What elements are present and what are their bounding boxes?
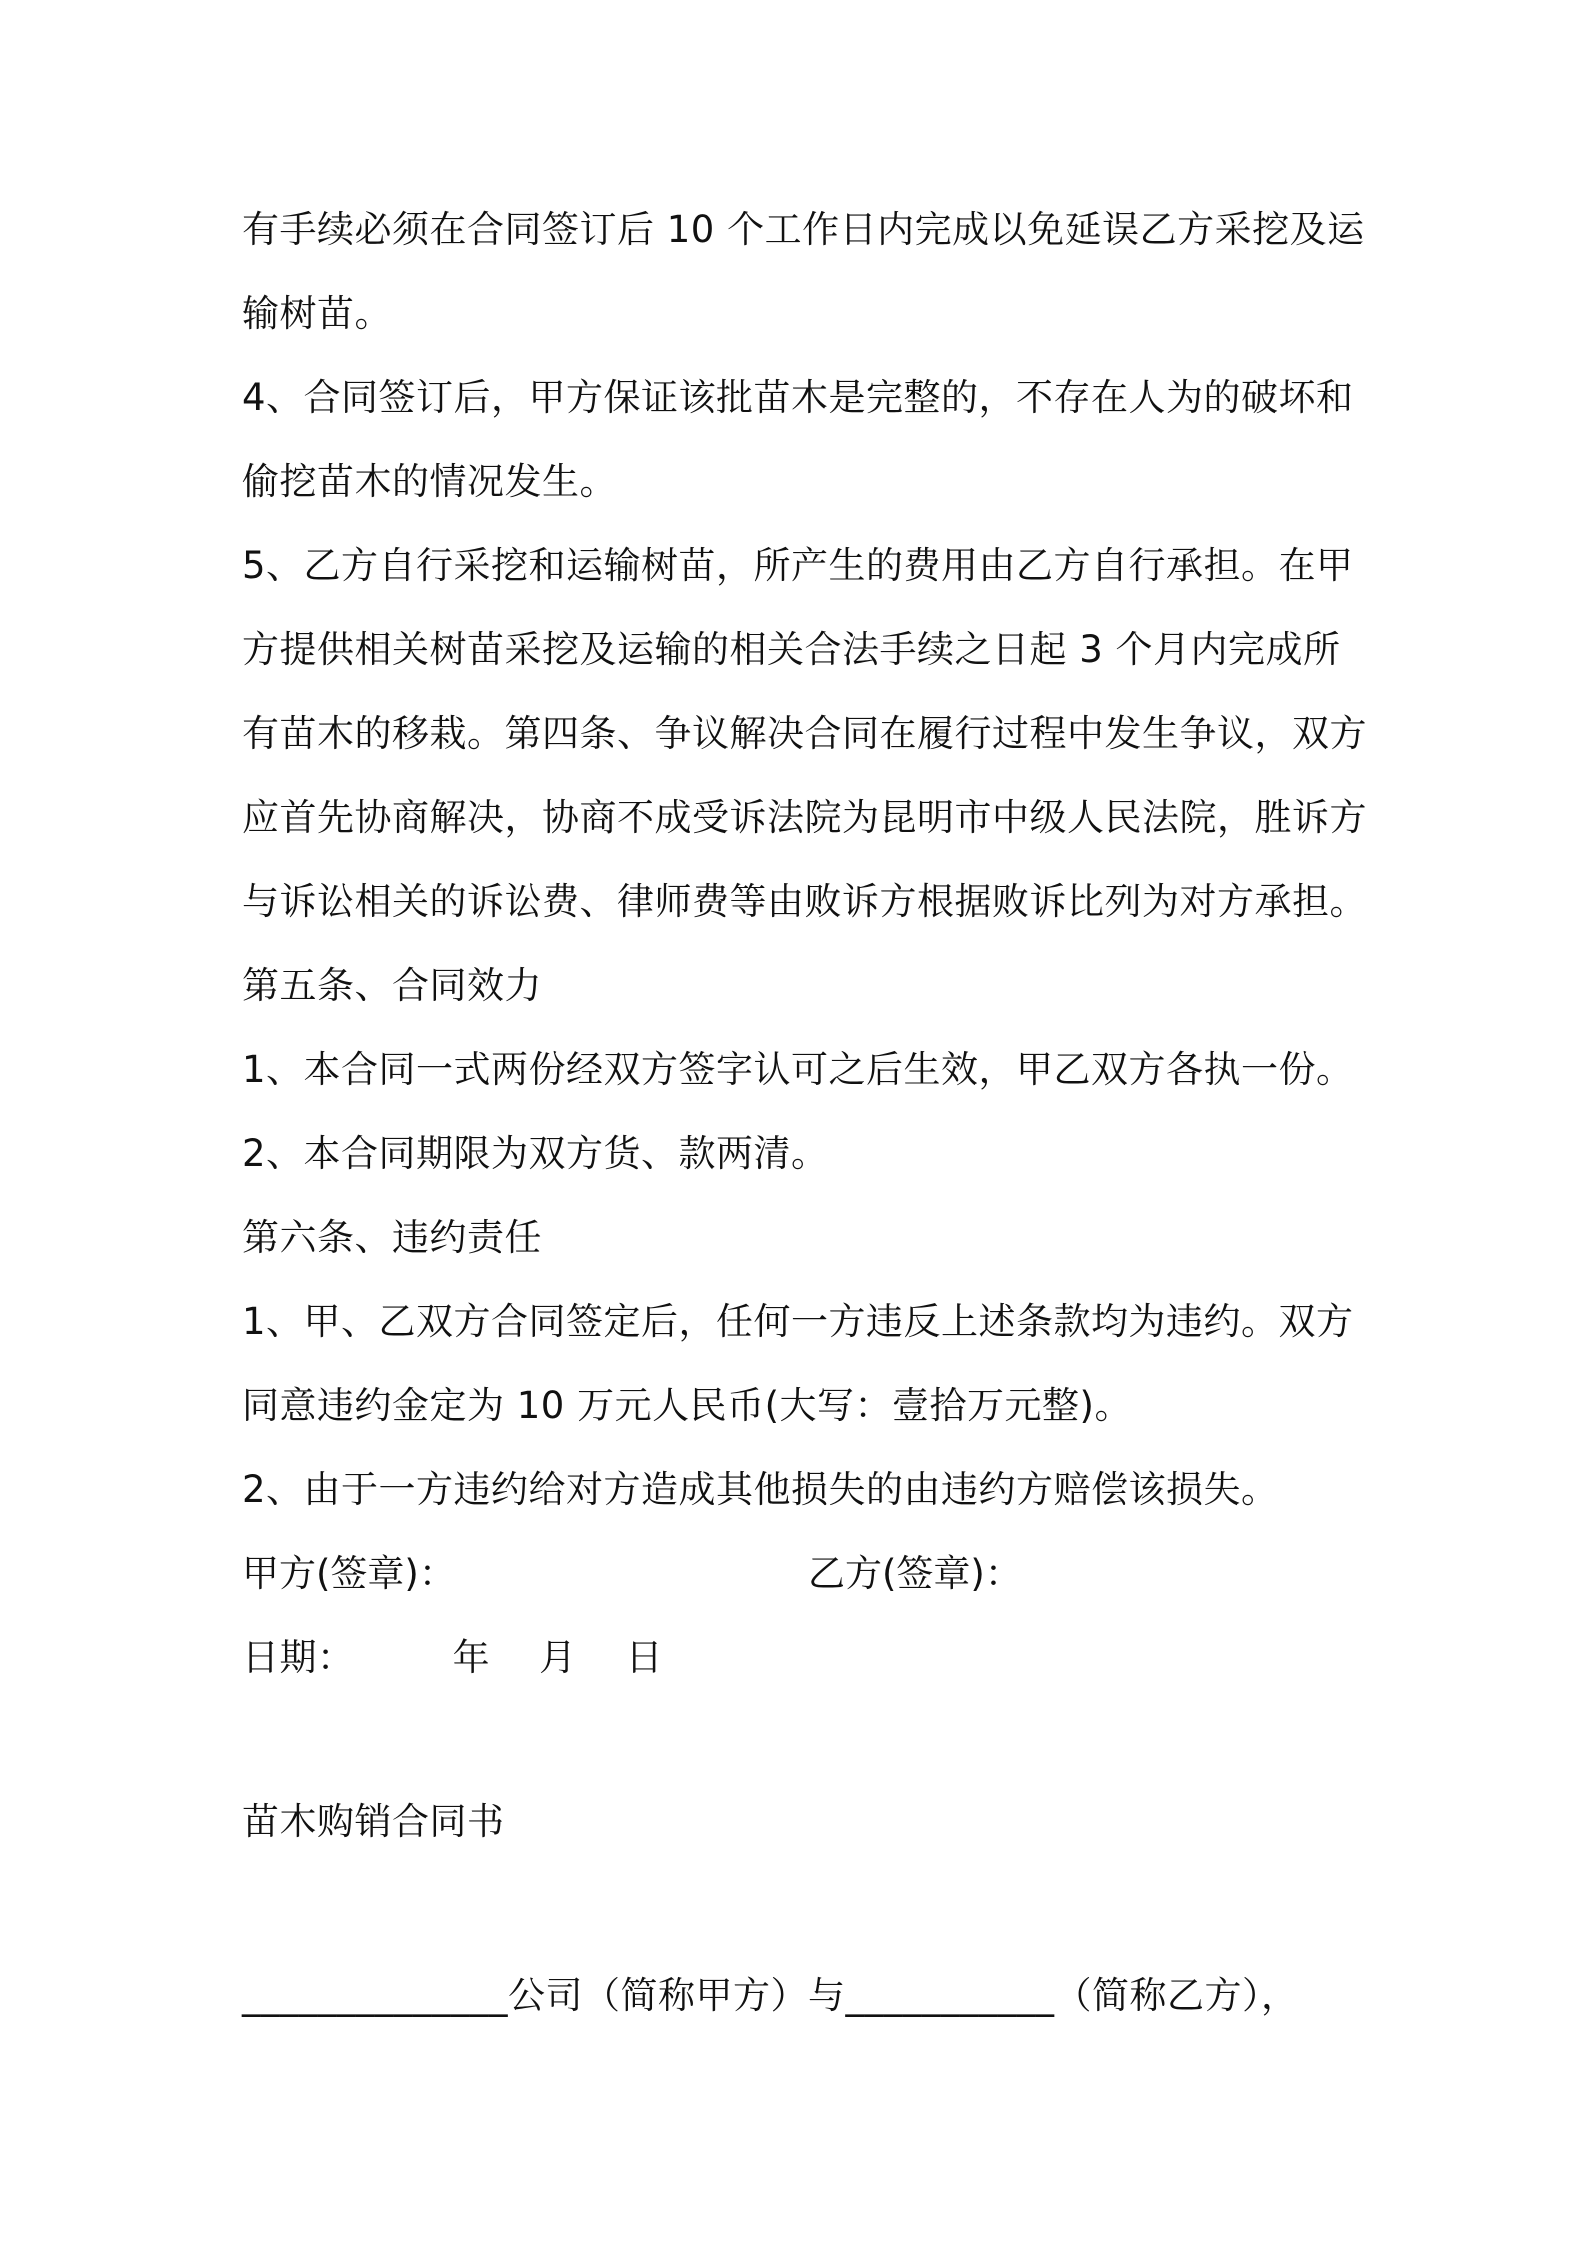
paragraph-line: 与诉讼相关的诉讼费、律师费等由败诉方根据败诉比列为对方承担。: [242, 880, 1367, 923]
paragraph-line: 1、本合同一式两份经双方签字认可之后生效，甲乙双方各执一份。: [242, 1048, 1354, 1091]
paragraph-line: 同意违约金定为 10 万元人民币(大写：壹拾万元整)。: [242, 1384, 1132, 1427]
paragraph-line: 偷挖苗木的情况发生。: [242, 460, 617, 503]
paragraph-line: 5、乙方自行采挖和运输树苗，所产生的费用由乙方自行承担。在甲: [242, 544, 1354, 587]
document-title: 苗木购销合同书: [242, 1800, 505, 1843]
section-heading: 第六条、违约责任: [242, 1216, 542, 1259]
paragraph-line: 有手续必须在合同签订后 10 个工作日内完成以免延误乙方采挖及运: [242, 208, 1365, 251]
paragraph-line: 输树苗。: [242, 292, 392, 335]
section-heading: 第五条、合同效力: [242, 964, 542, 1007]
date-line: 日期： 年 月 日: [242, 1636, 664, 1679]
signature-row: [242, 1550, 1362, 1598]
parties-line: ______________公司（简称甲方）与___________（简称乙方），: [242, 1974, 1299, 2017]
party-a-signature-label: 甲方(签章)：: [242, 1552, 456, 1595]
paragraph-line: 应首先协商解决，协商不成受诉法院为昆明市中级人民法院，胜诉方: [242, 796, 1367, 839]
paragraph-line: 1、甲、乙双方合同签定后，任何一方违反上述条款均为违约。双方: [242, 1300, 1354, 1343]
party-b-signature-label: 乙方(签章)：: [808, 1552, 1022, 1595]
paragraph-line: 有苗木的移栽。第四条、争议解决合同在履行过程中发生争议，双方: [242, 712, 1367, 755]
paragraph-line: 2、由于一方违约给对方造成其他损失的由违约方赔偿该损失。: [242, 1468, 1279, 1511]
paragraph-line: 4、合同签订后，甲方保证该批苗木是完整的，不存在人为的破坏和: [242, 376, 1354, 419]
paragraph-line: 方提供相关树苗采挖及运输的相关合法手续之日起 3 个月内完成所: [242, 628, 1341, 671]
paragraph-line: 2、本合同期限为双方货、款两清。: [242, 1132, 829, 1175]
